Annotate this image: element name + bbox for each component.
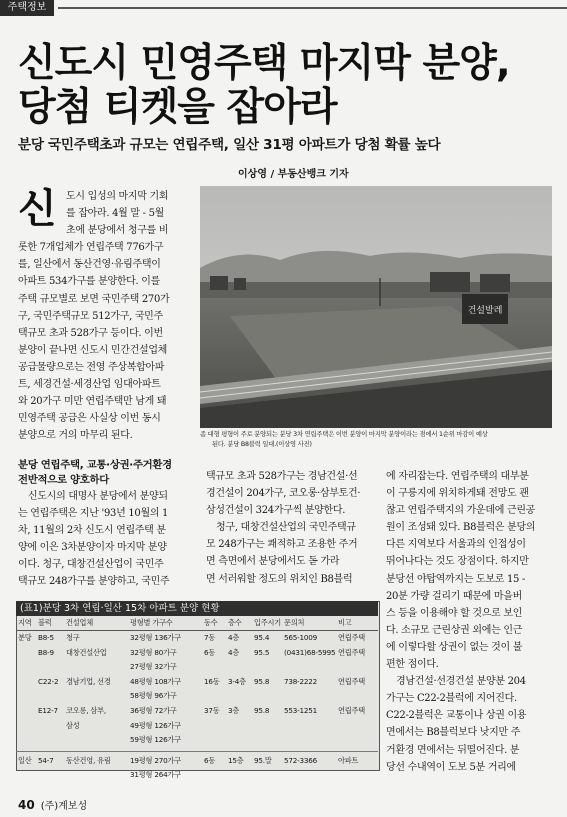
table-body <box>16 616 378 780</box>
table-cell: 95.5 <box>254 647 270 657</box>
article-line: C22-2블럭은 교통이나 상권 이용 <box>386 710 527 722</box>
table-cell: 일산 <box>18 755 32 765</box>
subtitle: 분당 국민주택초과 규모는 연립주택, 일산 31평 아파트가 당첨 확률 높다 <box>18 137 441 153</box>
article-line: 모 248가구는 쾌적하고 조용한 주거 <box>206 539 358 551</box>
table-cell: 58평형 96가구 <box>130 691 177 701</box>
article-line: 를 잡아라. 4월 말 - 5월 <box>66 208 164 220</box>
table-cell: 15층 <box>228 755 244 765</box>
table-cell: 16동 <box>204 676 220 686</box>
byline: 이상영 / 부동산뱅크 기자 <box>238 169 349 180</box>
table-cell: 분당 <box>18 633 32 642</box>
table-cell: B8-5 <box>38 633 54 642</box>
article-line: 거환경 면에서는 뒤떨어진다. 분 <box>386 744 520 756</box>
article-column-3 <box>386 468 556 776</box>
table-header-cell: 건설업체 <box>66 618 93 627</box>
table-cell: 동산건영, 유림 <box>66 755 111 765</box>
table-cell: B8-9 <box>38 647 54 657</box>
photo-caption-line: 좀 대형 평형이 주로 분양되는 분당 3차 연립주택은 이번 분양이 마지막 분양이라는 점에서 1순위 마감이 예상 <box>200 431 488 438</box>
article-line: 는 연립주택은 지난 '93년 10월의 1 <box>18 508 169 520</box>
table-title: (표1)분당 3차 연립·일산 15차 아파트 분양 현황 <box>16 601 378 616</box>
table-header-cell: 비고 <box>338 618 352 627</box>
article-line: 면 측면에서 분당에서도 돋 가라 <box>206 556 340 568</box>
table-cell: 연립주택 <box>338 706 365 715</box>
section-tag: 주택정보 <box>0 0 54 16</box>
table-cell: 738-2222 <box>284 676 318 686</box>
article-line: 다. 소규모 근린상권 외에는 인근 <box>386 624 523 636</box>
photo-caption-line: 된다. 분당 B8블럭 일대.(이상영 사진) <box>212 441 312 448</box>
table-cell: 37동 <box>204 706 220 715</box>
table-cell: 대창건설산업 <box>66 647 107 657</box>
table-cell: 4층 <box>228 647 240 657</box>
table-header-cell: 문의처 <box>284 618 305 627</box>
top-rule <box>58 7 567 9</box>
sign-text: 건설발레 <box>467 306 503 316</box>
publisher: (주)계보성 <box>40 801 88 812</box>
table-cell: 31평형 264가구 <box>130 770 181 780</box>
section-heading-line: 분당 연립주택, 교통·상권·주거환경 <box>18 459 172 471</box>
article-line: 이 구릉지에 위치하게돼 전망도 괜 <box>386 488 529 500</box>
table-cell: 95.4 <box>254 633 270 642</box>
page-number: 40 <box>18 798 35 812</box>
article-line: 분양이 끝나면 신도시 민간건설업체 <box>18 344 168 356</box>
article-line: 를, 일산에서 동산건영·유림주택이 <box>18 259 161 271</box>
section-heading-line: 전반적으로 양호하다 <box>18 474 109 486</box>
table-header-cell: 입주시기 <box>254 618 281 627</box>
article-line: 구, 국민주택규모 512가구, 국민주 <box>18 310 163 322</box>
footer <box>18 797 87 812</box>
article-column-1 <box>18 185 193 444</box>
table-cell: 32평형 136가구 <box>130 633 181 642</box>
table-cell: 연립주택 <box>338 647 365 657</box>
table-cell: 565-1009 <box>284 633 318 642</box>
article-line: 당선 수내역이 도보 5분 거리에 <box>386 761 516 773</box>
table-cell: 27평형 32가구 <box>130 662 177 672</box>
drop-cap: 신 <box>18 185 57 232</box>
article-line: 초에 분당에서 청구를 비 <box>66 225 169 237</box>
photo-caption <box>200 430 552 450</box>
headline-line-1: 신도시 민영주택 마지막 분양, <box>18 41 510 86</box>
table-cell: 연립주택 <box>338 633 365 642</box>
article-line: 20분 가량 걸리기 때문에 마을버 <box>386 590 522 602</box>
article-line: 민영주택 공급은 사실상 이번 동시 <box>18 413 161 425</box>
article-line: 에 이렇다할 상권이 없는 것이 불 <box>386 641 523 653</box>
article-line: 청구, 대창건설산업의 국민주택규 <box>216 522 356 534</box>
table-cell: 95.말 <box>254 755 272 765</box>
table-cell: 3-4층 <box>228 676 246 686</box>
table-cell: 36평형 72가구 <box>130 706 177 715</box>
table-cell: 95.8 <box>254 676 270 686</box>
article-line: 택규모 초과 528가구 등이다. 이번 <box>18 327 163 339</box>
table-header-cell: 평형별 가구수 <box>130 618 173 627</box>
section-heading <box>18 458 198 488</box>
table-cell: 32평형 80가구 <box>130 647 177 657</box>
headline-line-2: 당첨 티켓을 잡아라 <box>18 85 337 130</box>
table-cell: (0431)68-5995 <box>284 647 336 657</box>
article-line: 분당선 야탑역까지는 도보로 15 - <box>386 573 526 585</box>
table-cell: 553-1251 <box>284 706 318 715</box>
article-line: 경남건설·선경건설 분양분 204 <box>396 676 526 688</box>
article-line: 다른 지역보다 서울과의 인접성이 <box>386 539 526 551</box>
table-cell: E12-7 <box>38 706 58 715</box>
article-line: 공급물량으로는 전영 주상복합아파 <box>18 361 165 373</box>
table-header-rule <box>16 630 378 631</box>
article-line: 뛰어나다는 것도 장점이다. 하지만 <box>386 556 529 568</box>
article-line: 에 자리잡는다. 연립주택의 대부분 <box>386 471 529 482</box>
table-header-cell: 층수 <box>228 618 242 627</box>
table-cell: 6동 <box>204 755 216 765</box>
table-cell: 아파트 <box>338 755 359 765</box>
table-cell: 3층 <box>228 706 240 715</box>
table-cell: 경남기업, 선경 <box>66 676 111 686</box>
article-line: 가구는 C22-2블럭에 지어진다. <box>386 693 517 705</box>
table-cell: 19평형 270가구 <box>130 755 181 765</box>
article-line: 경건설이 204가구, 코오롱·삼부토건· <box>206 488 361 500</box>
article-line: 택규모 초과 528가구는 경남건설·선 <box>206 471 358 482</box>
table-cell: 코오롱, 삼부, <box>66 706 106 715</box>
table-cell: 95.8 <box>254 706 270 715</box>
table-cell: 연립주택 <box>338 676 365 686</box>
article-line: 트, 세경건설·세경산업 임대아파트 <box>18 379 161 391</box>
article-line: 이다. 청구, 대창건설산업이 국민주 <box>18 559 164 571</box>
article-line: 찮고 연립주택지의 가운데에 근린공 <box>386 505 536 517</box>
table-cell: 49평형 126가구 <box>130 720 181 730</box>
article-line: 택규모 248가구를 분양하고, 국민주 <box>18 576 170 588</box>
table-cell: 6동 <box>204 647 216 657</box>
article-line: 양에 이은 3차분양이자 마지막 분양 <box>18 542 167 554</box>
article-line: 도시 입성의 마지막 기회 <box>66 191 169 202</box>
table-cell: 4층 <box>228 633 240 642</box>
table-header-cell: 지역 <box>18 618 32 627</box>
article-line: 와 20가구 미만 연립주택만 남게 돼 <box>18 396 167 408</box>
table-header-cell: 블럭 <box>38 618 52 627</box>
article-line: 원이 조성돼 있다. B8블럭은 분당의 <box>386 522 536 534</box>
article-line: 주택 규모별로 보면 국민주택 270가 <box>18 293 170 305</box>
article-line: 신도시의 대명사 분당에서 분양되 <box>28 491 168 502</box>
article-column-2 <box>206 468 378 588</box>
table-cell: 54-7 <box>38 755 54 765</box>
table-cell: 7동 <box>204 633 216 642</box>
construction-site-photo <box>200 186 552 428</box>
table-cell: 삼성 <box>66 720 80 730</box>
table-cell: 59평형 126가구 <box>130 735 181 745</box>
article-line: 삼성건설이 324가구씩 분양한다. <box>206 505 346 517</box>
article-line: 면에서는 B8블럭보다 낫지만 주 <box>386 727 521 739</box>
table-header-cell: 동수 <box>204 618 218 627</box>
article-line: 면 서러워할 정도의 위치인 B8블럭 <box>206 573 353 585</box>
article-line: 차, 11월의 2차 신도시 연립주택 분 <box>18 525 166 537</box>
article-column-1-continued <box>18 488 193 591</box>
article-line: 분양으로 거의 마무리 된다. <box>18 430 133 442</box>
table-cell: C22-2 <box>38 676 59 686</box>
table-cell: 48평형 108가구 <box>130 676 181 686</box>
article-line: 아파트 534가구를 분양한다. 이를 <box>18 276 161 288</box>
table-cell: 청구 <box>66 633 80 642</box>
article-line: 편한 점이다. <box>386 659 439 671</box>
table-cell: 572-3366 <box>284 755 318 765</box>
article-line: 롯한 7개업체가 연립주택 776가구 <box>18 242 164 254</box>
table-region-rule <box>16 751 378 752</box>
article-line: 스 등을 이용해야 할 것으로 보인 <box>386 607 523 619</box>
